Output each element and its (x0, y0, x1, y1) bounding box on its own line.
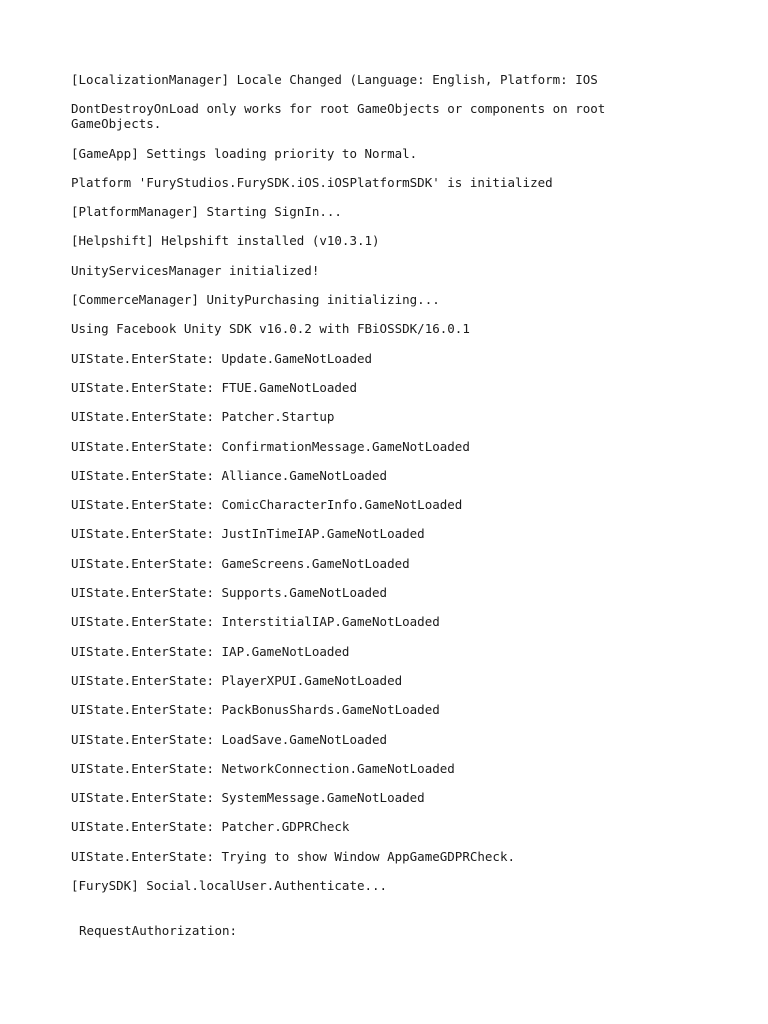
log-line: UIState.EnterState: NetworkConnection.GameNotLoaded (71, 760, 455, 776)
log-line: Using Facebook Unity SDK v16.0.2 with FBiOSSDK/16.0.1 (71, 321, 470, 337)
log-line: UIState.EnterState: Update.GameNotLoaded (71, 350, 373, 366)
log-line: UIState.EnterState: PackBonusShards.GameNotLoaded (71, 702, 440, 718)
log-line: DontDestroyOnLoad only works for root GameObjects or components on root GameObjects. (71, 101, 606, 132)
log-line: Platform 'FuryStudios.FurySDK.iOS.iOSPlatformSDK' is initialized (71, 174, 553, 190)
log-line: UIState.EnterState: FTUE.GameNotLoaded (71, 379, 357, 395)
log-line: UIState.EnterState: IAP.GameNotLoaded (71, 643, 350, 659)
log-line: [CommerceManager] UnityPurchasing initializing... (71, 292, 440, 308)
log-line: UIState.EnterState: Patcher.Startup (71, 409, 335, 425)
log-line: UIState.EnterState: LoadSave.GameNotLoaded (71, 731, 388, 747)
log-line: UIState.EnterState: SystemMessage.GameNotLoaded (71, 790, 425, 806)
log-line: UIState.EnterState: PlayerXPUI.GameNotLoaded (71, 672, 403, 688)
log-line: UIState.EnterState: Trying to show Window AppGameGDPRCheck. (71, 848, 516, 864)
log-output (71, 72, 671, 952)
log-line: UIState.EnterState: Supports.GameNotLoaded (71, 585, 388, 601)
log-line: UIState.EnterState: Alliance.GameNotLoaded (71, 467, 388, 483)
log-line: [GameApp] Settings loading priority to Normal. (71, 145, 418, 161)
log-line: UIState.EnterState: GameScreens.GameNotLoaded (71, 555, 410, 571)
log-line: UIState.EnterState: ComicCharacterInfo.GameNotLoaded (71, 497, 463, 513)
log-line: [Helpshift] Helpshift installed (v10.3.1) (71, 233, 380, 249)
log-line: [FurySDK] Social.localUser.Authenticate... (71, 878, 388, 894)
log-tail-line: RequestAuthorization: (79, 923, 238, 939)
log-line: UnityServicesManager initialized! (71, 262, 320, 278)
log-line: UIState.EnterState: JustInTimeIAP.GameNotLoaded (71, 526, 425, 542)
log-line: UIState.EnterState: ConfirmationMessage.GameNotLoaded (71, 438, 470, 454)
log-line: UIState.EnterState: Patcher.GDPRCheck (71, 819, 350, 835)
log-line: UIState.EnterState: InterstitialIAP.GameNotLoaded (71, 614, 440, 630)
log-line: [PlatformManager] Starting SignIn... (71, 204, 342, 220)
log-line: [LocalizationManager] Locale Changed (Language: English, Platform: IOS (71, 72, 598, 87)
